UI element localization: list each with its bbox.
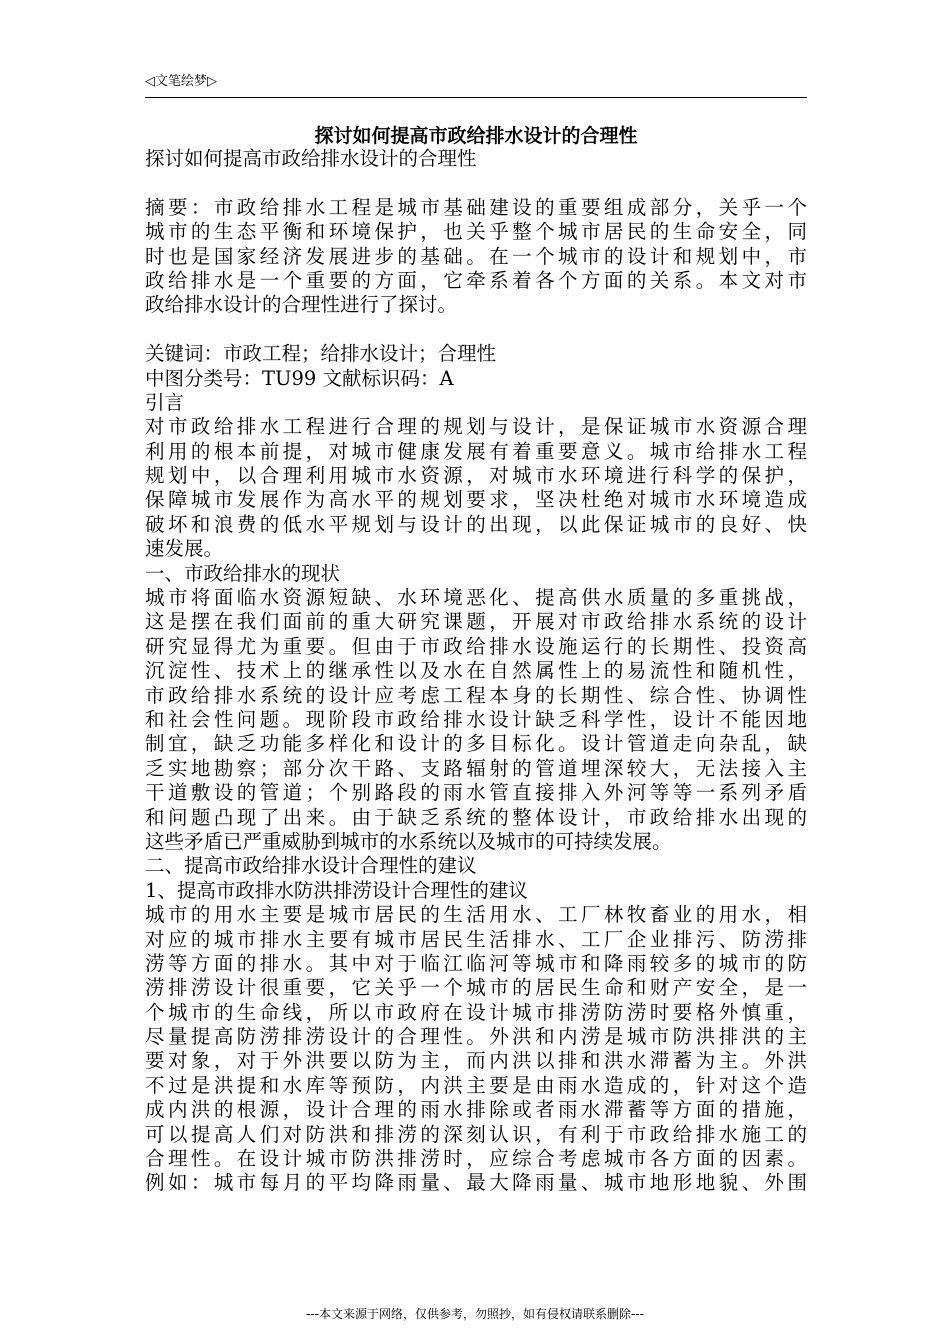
body-line: 政给排水设计的合理性进行了探讨。 (145, 293, 458, 317)
body-line: 破坏和浪费的低水平规划与设计的出现，以此保证城市的良好、快 (145, 512, 807, 536)
body-line: 涝排涝设计很重要，它关乎一个城市的居民生命和财产安全，是一 (145, 976, 807, 1000)
body-line: 关键词：市政工程；给排水设计；合理性 (145, 342, 497, 366)
body-line (145, 171, 807, 195)
document-title: 探讨如何提高市政给排水设计的合理性 (314, 125, 638, 147)
body-line: 探讨如何提高市政给排水设计的合理性 (145, 147, 477, 170)
body-line: 乏实地勘察；部分次干路、支路辐射的管道埋深较大，无法接入主 (145, 756, 807, 780)
body-line: 利用的根本前提，对城市健康发展有着重要意义。城市给排水工程 (145, 439, 807, 463)
body-line: 时也是国家经济发展进步的基础。在一个城市的设计和规划中，市 (145, 244, 807, 268)
body-line: 和社会性问题。现阶段市政给排水设计缺乏科学性，设计不能因地 (145, 707, 807, 731)
body-line: 城市将面临水资源短缺、水环境恶化、提高供水质量的多重挑战， (145, 586, 807, 610)
header-divider (145, 97, 807, 98)
body-line: 干道敷设的管道；个别路段的雨水管直接排入外河等等一系列矛盾 (145, 781, 807, 805)
body-line: 例如：城市每月的平均降雨量、最大降雨量、城市地形地貌、外围 (145, 1171, 807, 1195)
body-line: 沉淀性、技术上的继承性以及水在自然属性上的易流性和随机性， (145, 659, 807, 683)
body-line: 摘要：市政给排水工程是城市基础建设的重要组成部分，关乎一个 (145, 195, 807, 219)
body-line: 可以提高人们对防洪和排涝的深刻认识，有利于市政给排水施工的 (145, 1122, 807, 1146)
document-body (145, 147, 807, 1196)
body-line: 制宜，缺乏功能多样化和设计的多目标化。设计管道走向杂乱，缺 (145, 732, 807, 756)
body-line: 政给排水是一个重要的方面，它牵系着各个方面的关系。本文对市 (145, 268, 807, 292)
body-line: 不过是洪提和水库等预防，内洪主要是由雨水造成的，针对这个造 (145, 1073, 807, 1097)
body-line: 研究显得尤为重要。但由于市政给排水设施运行的长期性、投资高 (145, 634, 807, 658)
body-line: 对应的城市排水主要有城市居民生活排水、工厂企业排污、防涝排 (145, 927, 807, 951)
body-line: 这些矛盾已严重威胁到城市的水系统以及城市的可持续发展。 (145, 829, 672, 853)
body-line: 这是摆在我们面前的重大研究课题，开展对市政给排水系统的设计 (145, 610, 807, 634)
body-line: 速发展。 (145, 537, 224, 561)
body-line: 市政给排水系统的设计应考虑工程本身的长期性、综合性、协调性 (145, 683, 807, 707)
body-line: 二、提高市政给排水设计合理性的建议 (145, 854, 477, 878)
body-line: 要对象，对于外洪要以防为主，而内洪以排和洪水滞蓄为主。外洪 (145, 1049, 807, 1073)
body-line: 和问题凸现了出来。由于缺乏系统的整体设计，市政给排水出现的 (145, 805, 807, 829)
footer-disclaimer: ---本文来源于网络，仅供参考，勿照抄，如有侵权请联系删除--- (306, 1307, 644, 1321)
body-line: 城市的用水主要是城市居民的生活用水、工厂林牧畜业的用水，相 (145, 903, 807, 927)
body-line: 个城市的生命线，所以市政府在设计城市排涝防涝时要格外慎重， (145, 1000, 807, 1024)
body-line (145, 318, 807, 342)
body-line: 规划中，以合理利用城市水资源，对城市水环境进行科学的保护， (145, 464, 807, 488)
body-line: 涝等方面的排水。其中对于临江临河等城市和降雨较多的城市的防 (145, 951, 807, 975)
body-line: 尽量提高防涝排涝设计的合理性。外洪和内涝是城市防洪排洪的主 (145, 1025, 807, 1049)
body-line: 对市政给排水工程进行合理的规划与设计，是保证城市水资源合理 (145, 415, 807, 439)
body-line: 保障城市发展作为高水平的规划要求，坚决杜绝对城市水环境造成 (145, 488, 807, 512)
body-line: 合理性。在设计城市防洪排涝时，应综合考虑城市各方面的因素。 (145, 1147, 807, 1171)
header-mark: ◁文笔绘梦▷ (145, 74, 217, 89)
body-line: 1、提高市政排水防洪排涝设计合理性的建议 (145, 878, 528, 902)
body-line: 城市的生态平衡和环境保护，也关乎整个城市居民的生命安全，同 (145, 220, 807, 244)
body-line: 成内洪的根源，设计合理的雨水排除或者雨水滞蓄等方面的措施， (145, 1098, 807, 1122)
body-line: 引言 (145, 390, 185, 414)
body-line: 一、市政给排水的现状 (145, 561, 341, 585)
body-line: 中图分类号：TU99 文献标识码：A (145, 366, 454, 390)
